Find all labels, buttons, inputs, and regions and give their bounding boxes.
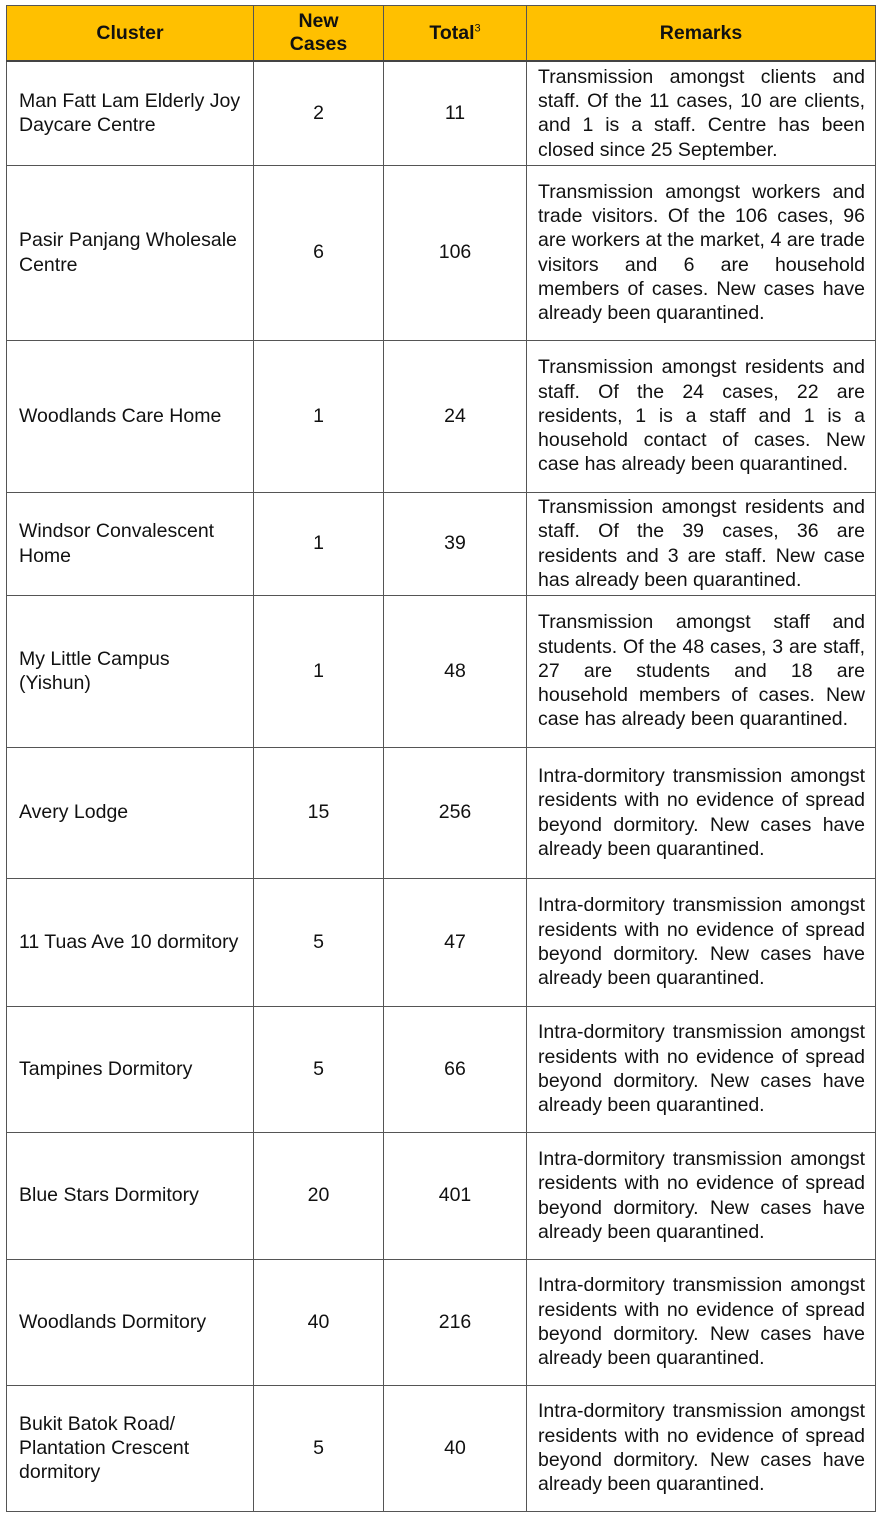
header-row: [7, 6, 876, 62]
total-cases: 40: [384, 1385, 527, 1511]
new-cases: 1: [254, 340, 384, 492]
header-total: [384, 6, 527, 62]
remarks: Transmission amongst workers and trade visitors. Of the 106 cases, 96 are workers at the market, 4 are trade visitors and 6 are household members of cases. New cases have already been quarantined.: [527, 165, 876, 340]
new-cases: 2: [254, 61, 384, 165]
cluster-name: Man Fatt Lam Elderly Joy Daycare Centre: [7, 61, 254, 165]
remarks: Transmission amongst residents and staff. Of the 39 cases, 36 are residents and 3 are staff. New case has already been quarantined.: [527, 492, 876, 595]
remarks: Intra-dormitory transmission amongst residents with no evidence of spread beyond dormitory. New cases have already been quarantined.: [527, 1132, 876, 1259]
header-cluster: Cluster: [7, 6, 254, 62]
new-cases: 1: [254, 595, 384, 747]
remarks: Intra-dormitory transmission amongst residents with no evidence of spread beyond dormitory. New cases have already been quarantined.: [527, 1259, 876, 1385]
cluster-name: My Little Campus (Yishun): [7, 595, 254, 747]
table-row: [7, 1259, 876, 1385]
new-cases: 5: [254, 1385, 384, 1511]
remarks: Transmission amongst residents and staff. Of the 24 cases, 22 are residents, 1 is a staff and 1 is a household contact of cases. New case has already been quarantined.: [527, 340, 876, 492]
remarks: Transmission amongst staff and students. Of the 48 cases, 3 are staff, 27 are students and 18 are household members of cases. New case has already been quarantined.: [527, 595, 876, 747]
total-cases: 256: [384, 747, 527, 878]
table-row: [7, 878, 876, 1006]
table-row: [7, 165, 876, 340]
new-cases: 6: [254, 165, 384, 340]
clusters-table: [6, 5, 876, 1512]
cluster-name: Woodlands Care Home: [7, 340, 254, 492]
remarks: Transmission amongst clients and staff. Of the 11 cases, 10 are clients, and 1 is a staff. Centre has been closed since 25 September.: [527, 61, 876, 165]
header-new-cases: New Cases: [254, 6, 384, 62]
table-row: [7, 340, 876, 492]
remarks: Intra-dormitory transmission amongst residents with no evidence of spread beyond dormitory. New cases have already been quarantined.: [527, 878, 876, 1006]
new-cases: 5: [254, 1006, 384, 1132]
new-cases: 1: [254, 492, 384, 595]
cluster-name: Windsor Convalescent Home: [7, 492, 254, 595]
new-cases: 40: [254, 1259, 384, 1385]
table-row: [7, 61, 876, 165]
header-remarks: Remarks: [527, 6, 876, 62]
cluster-name: Tampines Dormitory: [7, 1006, 254, 1132]
table-row: [7, 1006, 876, 1132]
cluster-name: Blue Stars Dormitory: [7, 1132, 254, 1259]
total-cases: 216: [384, 1259, 527, 1385]
total-cases: 106: [384, 165, 527, 340]
table-row: [7, 1132, 876, 1259]
remarks: Intra-dormitory transmission amongst residents with no evidence of spread beyond dormitory. New cases have already been quarantined.: [527, 747, 876, 878]
total-cases: 48: [384, 595, 527, 747]
cluster-name: Woodlands Dormitory: [7, 1259, 254, 1385]
cluster-name: Bukit Batok Road/ Plantation Crescent dormitory: [7, 1385, 254, 1511]
table-row: [7, 492, 876, 595]
new-cases: 15: [254, 747, 384, 878]
table-row: [7, 747, 876, 878]
total-cases: 39: [384, 492, 527, 595]
new-cases: 20: [254, 1132, 384, 1259]
header-total-footnote: 3: [474, 22, 481, 34]
total-cases: 66: [384, 1006, 527, 1132]
table-row: [7, 595, 876, 747]
total-cases: 401: [384, 1132, 527, 1259]
table-row: [7, 1385, 876, 1511]
cluster-name: Pasir Panjang Wholesale Centre: [7, 165, 254, 340]
cluster-name: Avery Lodge: [7, 747, 254, 878]
remarks: Intra-dormitory transmission amongst residents with no evidence of spread beyond dormitory. New cases have already been quarantined.: [527, 1006, 876, 1132]
total-cases: 24: [384, 340, 527, 492]
remarks: Intra-dormitory transmission amongst residents with no evidence of spread beyond dormitory. New cases have already been quarantined.: [527, 1385, 876, 1511]
cluster-name: 11 Tuas Ave 10 dormitory: [7, 878, 254, 1006]
total-cases: 47: [384, 878, 527, 1006]
new-cases: 5: [254, 878, 384, 1006]
total-cases: 11: [384, 61, 527, 165]
header-total-label: Total: [429, 21, 475, 44]
